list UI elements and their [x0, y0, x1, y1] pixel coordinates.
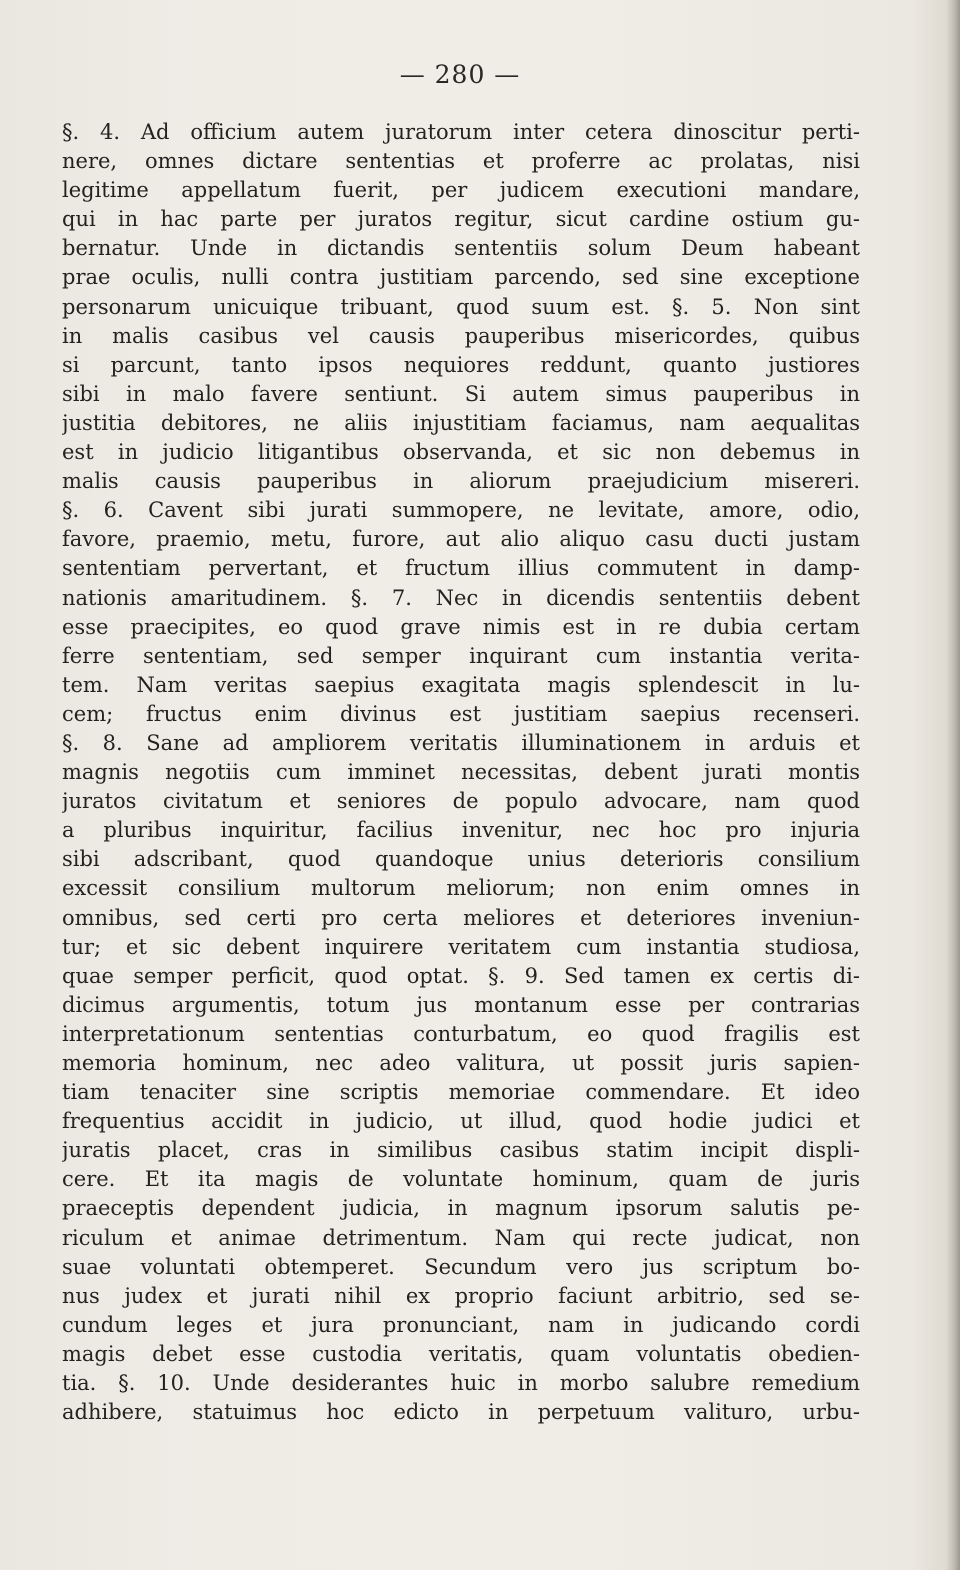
text-line: justitia debitores, ne aliis injustitiam faciamus, nam aequalitas	[62, 410, 860, 435]
text-line: qui in hac parte per juratos regitur, sicut cardine ostium gu-	[62, 207, 860, 232]
text-line: si parcunt, tanto ipsos nequiores reddunt, quanto justiores	[62, 352, 860, 377]
text-line: suae voluntati obtemperet. Secundum vero jus scriptum bo-	[62, 1254, 860, 1279]
page-edge-shadow	[946, 0, 960, 1570]
text-line: prae oculis, nulli contra justitiam parcendo, sed sine exceptione	[62, 265, 860, 290]
text-line: juratos civitatum et seniores de populo advocare, nam quod	[62, 789, 860, 814]
text-line: est in judicio litigantibus observanda, et sic non debemus in	[62, 440, 860, 465]
text-line: quae semper perficit, quod optat. §. 9. Sed tamen ex certis di-	[62, 963, 860, 988]
text-line: tia. §. 10. Unde desiderantes huic in morbo salubre remedium	[62, 1371, 860, 1396]
text-line: interpretationum sententias conturbatum, eo quod fragilis est	[62, 1021, 860, 1046]
text-line: excessit consilium multorum meliorum; non enim omnes in	[62, 876, 860, 901]
text-line: esse praecipites, eo quod grave nimis est in re dubia certam	[62, 614, 860, 639]
text-line: favore, praemio, metu, furore, aut alio aliquo casu ducti justam	[62, 527, 860, 552]
text-line: riculum et animae detrimentum. Nam qui recte judicat, non	[62, 1225, 860, 1250]
text-line: ferre sententiam, sed semper inquirant cum instantia verita-	[62, 643, 860, 668]
text-line: sententiam pervertant, et fructum illius commutent in damp-	[62, 556, 860, 581]
text-line: nationis amaritudinem. §. 7. Nec in dicendis sententiis debent	[62, 585, 860, 610]
text-line: magnis negotiis cum imminet necessitas, debent jurati montis	[62, 760, 860, 785]
text-line: §. 4. Ad officium autem juratorum inter cetera dinoscitur perti-	[62, 120, 860, 144]
text-line: personarum unicuique tribuant, quod suum est. §. 5. Non sint	[62, 294, 860, 319]
text-line: nere, omnes dictare sententias et proferre ac prolatas, nisi	[62, 149, 860, 174]
text-line: sibi adscribant, quod quandoque unius deterioris consilium	[62, 847, 860, 872]
text-line: §. 6. Cavent sibi jurati summopere, ne levitate, amore, odio,	[62, 498, 860, 523]
text-line: memoria hominum, nec adeo valitura, ut possit juris sapien-	[62, 1051, 860, 1075]
page-number: — 280 —	[399, 60, 521, 89]
text-line: legitime appellatum fuerit, per judicem executioni mandare,	[62, 178, 860, 203]
text-line: bernatur. Unde in dictandis sententiis solum Deum habeant	[62, 236, 860, 261]
text-line: cem; fructus enim divinus est justitiam saepius recenseri.	[62, 701, 860, 726]
text-line: dicimus argumentis, totum jus montanum esse per contrarias	[62, 992, 860, 1017]
text-line: adhibere, statuimus hoc edicto in perpetuum valituro, urbu-	[62, 1400, 860, 1425]
text-line: cere. Et ita magis de voluntate hominum, quam de juris	[62, 1167, 860, 1192]
text-line: tiam tenaciter sine scriptis memoriae commendare. Et ideo	[62, 1080, 860, 1105]
text-line: malis causis pauperibus in aliorum praejudicium misereri.	[62, 469, 860, 494]
text-line: frequentius accidit in judicio, ut illud, quod hodie judici et	[62, 1109, 860, 1134]
text-line: praeceptis dependent judicia, in magnum ipsorum salutis pe-	[62, 1196, 860, 1221]
text-line: tur; et sic debent inquirere veritatem cum instantia studiosa,	[62, 934, 860, 959]
text-line: nus judex et jurati nihil ex proprio faciunt arbitrio, sed se-	[62, 1283, 860, 1308]
text-line: sibi in malo favere sentiunt. Si autem simus pauperibus in	[62, 381, 860, 406]
text-line: juratis placet, cras in similibus casibus statim incipit displi-	[62, 1138, 860, 1163]
text-line: in malis casibus vel causis pauperibus misericordes, quibus	[62, 323, 860, 348]
text-line: §. 8. Sane ad ampliorem veritatis illuminationem in arduis et	[62, 730, 860, 755]
text-line: cundum leges et jura pronunciant, nam in judicando cordi	[62, 1312, 860, 1337]
body-text	[62, 118, 860, 1427]
text-line: tem. Nam veritas saepius exagitata magis splendescit in lu-	[62, 672, 860, 697]
text-line: a pluribus inquiritur, facilius invenitur, nec hoc pro injuria	[62, 818, 860, 843]
text-line: omnibus, sed certi pro certa meliores et deteriores inveniun-	[62, 905, 860, 930]
text-line: magis debet esse custodia veritatis, quam voluntatis obedien-	[62, 1341, 860, 1366]
